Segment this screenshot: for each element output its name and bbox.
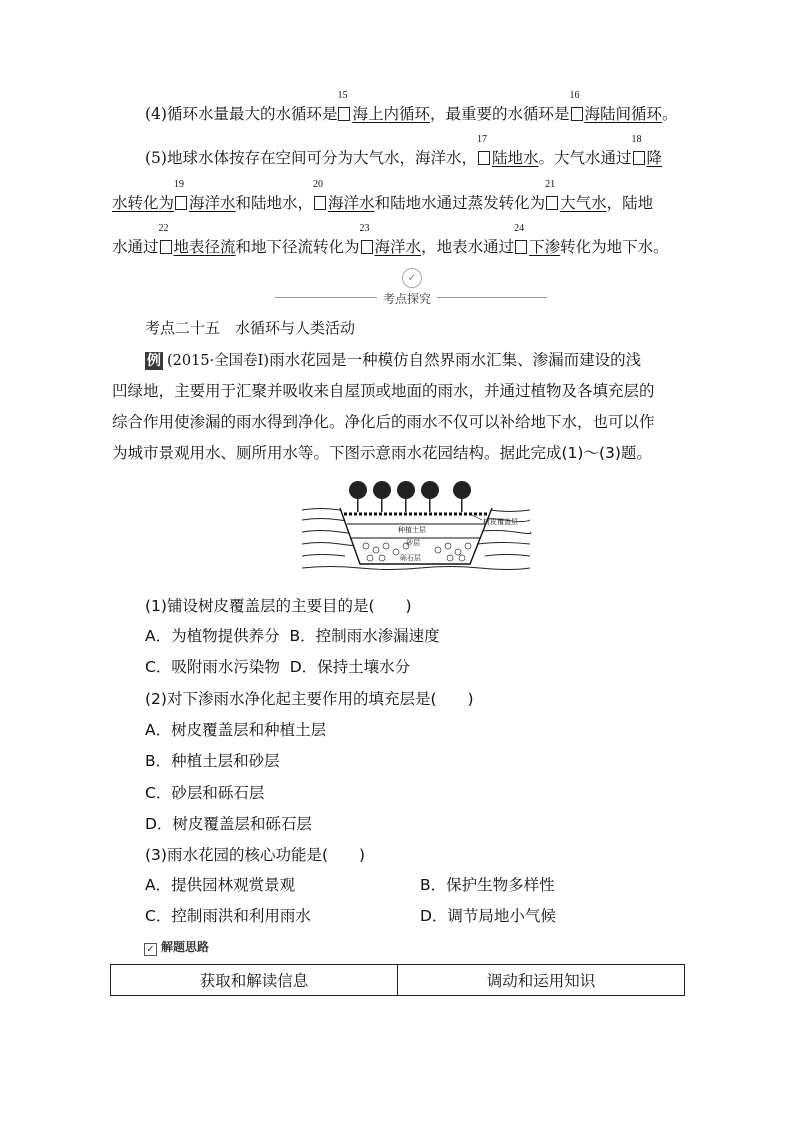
section-title: 考点二十五 水循环与人类活动 (145, 319, 356, 337)
blank-15: 15 (338, 104, 351, 124)
p5-text: 水通过 (112, 238, 159, 256)
solution-table (110, 964, 685, 996)
paragraph-5-line-3 (112, 223, 669, 257)
blank-16-answer: 海陆间循环 (584, 105, 663, 123)
blank-18: 18 (633, 148, 646, 168)
q3-option-b[interactable]: B．保护生物多样性 (420, 876, 555, 894)
p5-text: 和陆地水， (235, 194, 314, 212)
plants (349, 481, 471, 512)
checkbox-icon: ✓ (144, 943, 157, 956)
blank-21: 21 (546, 193, 559, 213)
label-bark: 树皮覆盖层 (483, 518, 518, 526)
p5-text: 转化为地下水。 (560, 238, 669, 256)
label-sand: 砂层 (406, 539, 420, 547)
q1-option-b[interactable]: B．控制雨水渗漏速度 (289, 627, 440, 645)
table-row (111, 965, 685, 996)
blank-17: 17 (478, 148, 491, 168)
q2-option-b[interactable]: B．种植土层和砂层 (145, 752, 280, 770)
blank-20: 20 (314, 193, 327, 213)
example-line-2: 凹绿地，主要用于汇聚并吸收来自屋顶或地面的雨水，并通过植物及各填充层的 (112, 382, 655, 400)
q3-option-d[interactable]: D．调节局地小气候 (420, 907, 556, 925)
q2-option-c[interactable]: C．砂层和砾石层 (145, 784, 265, 802)
paragraph-5-line-2 (112, 179, 654, 213)
blank-17-answer: 陆地水 (491, 149, 539, 167)
p5-text: (5)地球水体按存在空间可分为大气水，海洋水， (145, 149, 477, 167)
solution-tag-label: 解题思路 (161, 940, 210, 954)
table-header-col2: 调动和运用知识 (398, 965, 685, 996)
example-line-1 (145, 350, 641, 371)
p4-text-b: ，最重要的水循环是 (429, 105, 570, 123)
blank-24: 24 (515, 237, 528, 257)
example-line-4: 为城市景观用水、厕所用水等。下图示意雨水花园结构。据此完成(1)～(3)题。 (112, 444, 652, 462)
blank-22: 22 (160, 237, 173, 257)
blank-24-answer: 下渗 (529, 238, 561, 256)
section-icon: ✓ (402, 268, 422, 288)
q1-stem: (1)铺设树皮覆盖层的主要目的是( ) (145, 597, 412, 615)
p4-text-c: 。 (662, 105, 678, 123)
rain-garden-figure (300, 480, 532, 580)
section-divider-label: 考点探究 (377, 290, 437, 307)
p5-text: 水转化为 (112, 194, 175, 212)
blank-21-answer: 大气水 (560, 194, 607, 212)
p5-text: ，地表水通过 (421, 238, 515, 256)
q1-options-cd (145, 657, 410, 677)
q3-option-c[interactable]: C．控制雨洪和利用雨水 (145, 907, 311, 925)
q1-option-d[interactable]: D．保持土壤水分 (289, 658, 411, 676)
q1-options-ab (145, 626, 440, 646)
q1-option-a[interactable]: A．为植物提供养分 (145, 627, 280, 645)
blank-22-answer: 地表径流 (173, 238, 236, 256)
q2-option-d[interactable]: D．树皮覆盖层和砾石层 (145, 815, 312, 833)
blank-20-answer: 海洋水 (328, 194, 375, 212)
table-header-col1: 获取和解读信息 (111, 965, 398, 996)
blank-16: 16 (571, 104, 584, 124)
label-soil: 种植土层 (398, 526, 426, 534)
blank-19-answer: 海洋水 (189, 194, 236, 212)
blank-18-answer: 降 (646, 149, 663, 167)
q1-option-c[interactable]: C．吸附雨水污染物 (145, 658, 280, 676)
p4-text-a: (4)循环水量最大的水循环是 (145, 105, 338, 123)
example-source: (2015·全国卷Ⅰ) (167, 353, 270, 369)
paragraph-4 (145, 90, 678, 124)
blank-23: 23 (361, 237, 374, 257)
p5-text: 和陆地水通过蒸发转化为 (374, 194, 546, 212)
q2-stem: (2)对下渗雨水净化起主要作用的填充层是( ) (145, 690, 474, 708)
label-gravel: 砾石层 (400, 554, 421, 562)
blank-23-answer: 海洋水 (374, 238, 422, 256)
example-line-3: 综合作用使渗漏的雨水得到净化。净化后的雨水不仅可以补给地下水，也可以作 (112, 413, 655, 431)
q2-option-a[interactable]: A．树皮覆盖层和种植土层 (145, 721, 327, 739)
p5-text: 和地下径流转化为 (235, 238, 360, 256)
example-tag: 例 (147, 353, 161, 369)
q3-option-a[interactable]: A．提供园林观赏景观 (145, 876, 296, 894)
solution-tag (144, 938, 209, 956)
blank-19: 19 (175, 193, 188, 213)
blank-15-answer: 海上内循环 (352, 105, 430, 123)
example-text: 雨水花园是一种模仿自然界雨水汇集、渗漏而建设的浅 (269, 351, 642, 369)
q3-stem: (3)雨水花园的核心功能是( ) (145, 846, 366, 864)
paragraph-5-line-1 (145, 134, 663, 168)
p5-text: 。大气水通过 (538, 149, 632, 167)
p5-text: ，陆地 (606, 194, 654, 212)
